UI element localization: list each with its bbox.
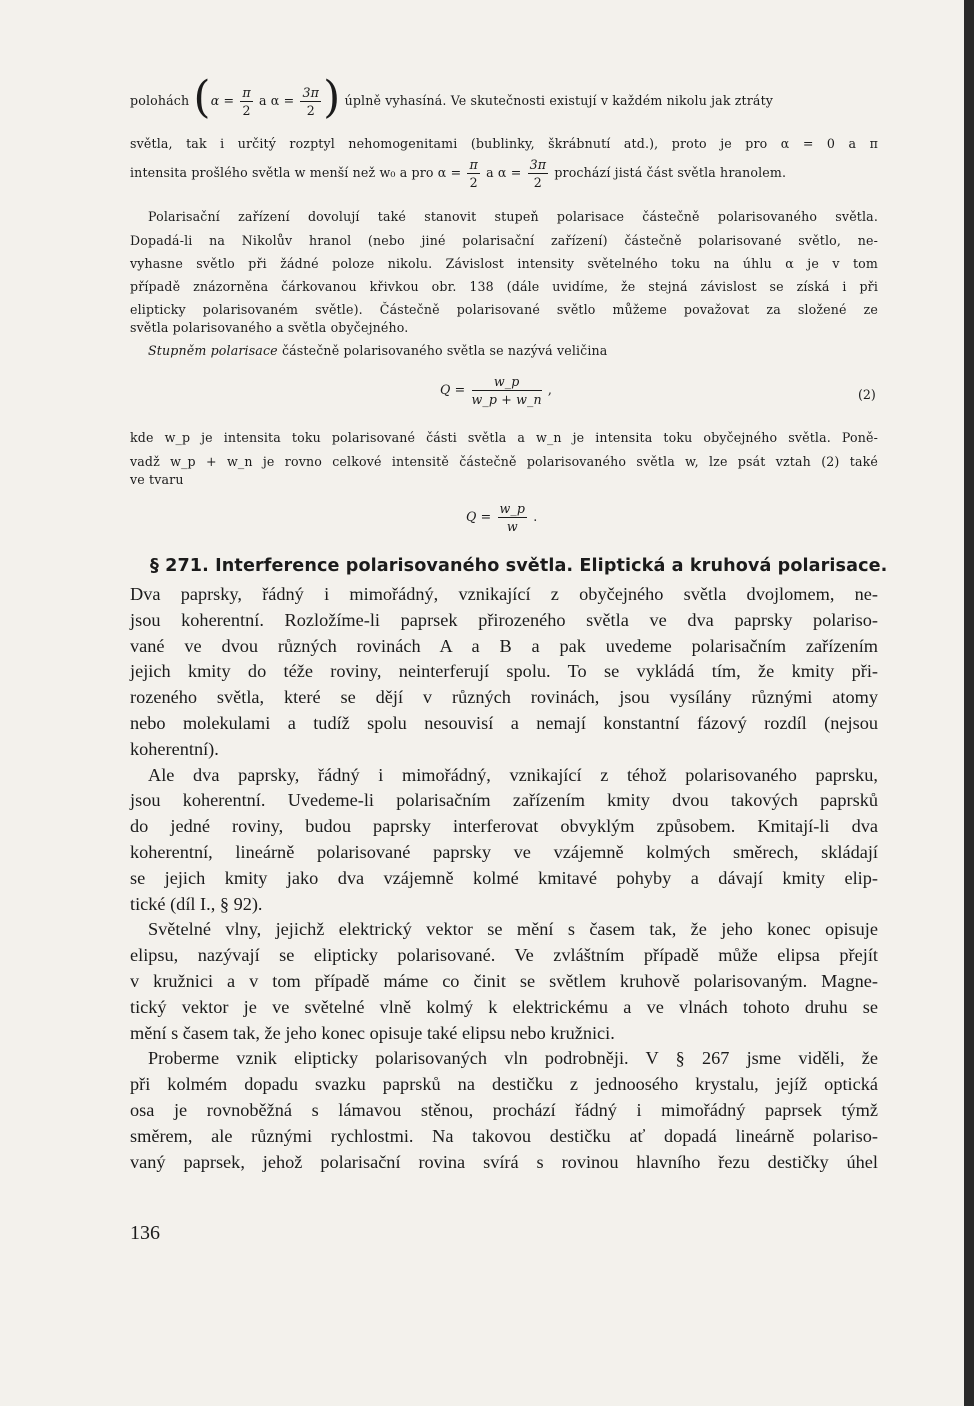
text: polohách (130, 93, 190, 108)
paragraph-line: světla polarisovaného a světla obyčejného. (130, 320, 409, 335)
body-line: tické (díl I., § 92). (130, 893, 263, 914)
italic-term: Stupněm polarisace (148, 343, 278, 358)
body-line: se jejich kmity jako dva vzájemně kolmé kmitavé pohyby a dávají kmity elip- (130, 867, 878, 888)
body-line: mění s časem tak, že jeho konec opisuje také elipsu nebo kružnici. (130, 1022, 615, 1043)
page-number: 136 (130, 1222, 160, 1244)
paren-open: ( (193, 72, 211, 123)
body-line: Dva paprsky, řádný i mimořádný, vznikající z obyčejného světla dvojlomem, ne- (130, 584, 878, 604)
paragraph-line: Polarisační zařízení dovolují také stanovit stupeň polarisace částečně polarisovaného světla. (148, 209, 878, 224)
body-line: elipsu, nazývají se elipticky polarisované. Ve zvláštním případě může elipsa přejít (130, 945, 878, 966)
fraction-3pi-2: $\frac{3\pi}{2}$ (529, 157, 547, 190)
body-line: tický vektor je ve světelné vlně kolmý k elektrickému a ve vlnách tohoto druhu se (130, 996, 878, 1017)
body-line: směrem, ale různými rychlostmi. Na takovou destičku ať dopadá lineárně polariso- (130, 1125, 878, 1146)
equation-2: Q = $\frac{w\_p}{w\_p + w\_n}$ , (440, 374, 553, 407)
text-line-1 (130, 72, 878, 127)
paragraph-line: případě znázorněna čárkovanou křivkou obr. 138 (dále uvidíme, že stejná závislost se získá i při (130, 279, 878, 294)
math: a α = (259, 93, 295, 108)
paragraph-line: Dopadá-li na Nikolův hranol (nebo jiné polarisační zařízení) částečně polarisované světlo, ne- (130, 233, 878, 248)
body-line: jsou koherentní. Rozložíme-li paprsek přirozeného světla ve dva paprsky polariso- (130, 609, 878, 630)
body-line: jsou koherentní. Uvedeme-li polarisačním zařízením kmity dvou takových paprsků (130, 790, 878, 811)
body-line: Světelné vlny, jejichž elektrický vektor se mění s časem tak, že jeho konec opisuje (148, 919, 878, 940)
fraction: $\frac{w\_p}{w}$ (499, 501, 526, 534)
body-line: osa je rovnoběžná s lámavou stěnou, prochází řádný i mimořádný paprsek týmž (130, 1100, 878, 1120)
body-line: rozeného světla, které se dějí v různých rovinách, jsou vysílány různými atomy (130, 687, 878, 708)
body-line: nebo molekulami a tudíž spolu nesouvisí a nemají konstantní fázový rozdíl (nejsou (130, 713, 878, 733)
paragraph-line: vyhasne světlo při žádné poloze nikolu. Závislost intensity světelného toku na úhlu α je v tom (130, 256, 878, 271)
paragraph-line: elipticky polarisovaném světle). Částečně polarisované světlo můžeme považovat za složené ze (130, 302, 878, 317)
fraction-pi-2: $\frac{\pi}{2}$ (242, 85, 251, 118)
equation-label: (2) (858, 387, 876, 402)
body-line: vaný paprsek, jehož polarisační rovina svírá s rovinou hlavního řezu destičky úhel (130, 1151, 878, 1172)
section-heading: § 271. Interference polarisovaného světla. Eliptická a kruhová polarisace. (150, 556, 888, 576)
body-line: koherentní). (130, 738, 219, 759)
scan-edge-shadow (964, 0, 974, 1406)
equation-3: Q = $\frac{w\_p}{w}$ . (466, 501, 538, 534)
fraction-3pi-2: $\frac{3\pi}{2}$ (302, 85, 320, 118)
definition-line: Stupněm polarisace částečně polarisovaného světla se nazývá veličina (148, 343, 608, 358)
paragraph-line: vadž w_p + w_n je rovno celkové intensitě částečně polarisovaného světla w, lze psát vztah (2) také (130, 454, 878, 469)
body-line: Proberme vznik elipticky polarisovaných vln podrobněji. V § 267 jsme viděli, že (148, 1048, 878, 1069)
fraction: $\frac{w\_p}{w\_p + w\_n}$ (471, 374, 542, 407)
text-line-2: světla, tak i určitý rozptyl nehomogenitami (bublinky, škrábnutí atd.), proto je pro α = 0 a π (130, 136, 878, 151)
body-line: při kolmém dopadu svazku paprsků na destičku z jednoosého krystalu, jejíž optická (130, 1074, 878, 1095)
text-line-3: intensita prošlého světla w menší než w₀ a pro α = $\frac{\pi}{2}$ a α = $\frac{3\pi}{2}$ prochází jistá část světla hranolem. (130, 157, 787, 190)
paren-close: ) (323, 72, 341, 123)
paragraph-line: ve tvaru (130, 472, 184, 487)
body-line: v kružnici a v tom případě máme co činit se světlem kruhově polarisovaným. Magne- (130, 971, 878, 991)
body-line: Ale dva paprsky, řádný i mimořádný, vznikající z téhož polarisovaného paprsku, (148, 764, 878, 785)
text: úplně vyhasíná. Ve skutečnosti existují v každém nikolu jak ztráty (344, 93, 774, 108)
body-line: jejich kmity do téže roviny, neinterferují spolu. To se vykládá tím, že kmity při- (130, 661, 878, 682)
body-line: do jedné roviny, budou paprsky interferovat obvyklým způsobem. Kmitají-li dva (130, 816, 878, 837)
math: α = (210, 93, 235, 108)
body-line: koherentní, lineárně polarisované paprsky ve vzájemně kolmých směrech, skládají (130, 842, 878, 862)
paragraph-line: kde w_p je intensita toku polarisované části světla a w_n je intensita toku obyčejného světla. Poně- (130, 430, 878, 445)
fraction-pi-2: $\frac{\pi}{2}$ (469, 157, 478, 190)
body-line: vané ve dvou různých rovinách A a B a pak uvedeme polarisačním zařízením (130, 635, 878, 656)
